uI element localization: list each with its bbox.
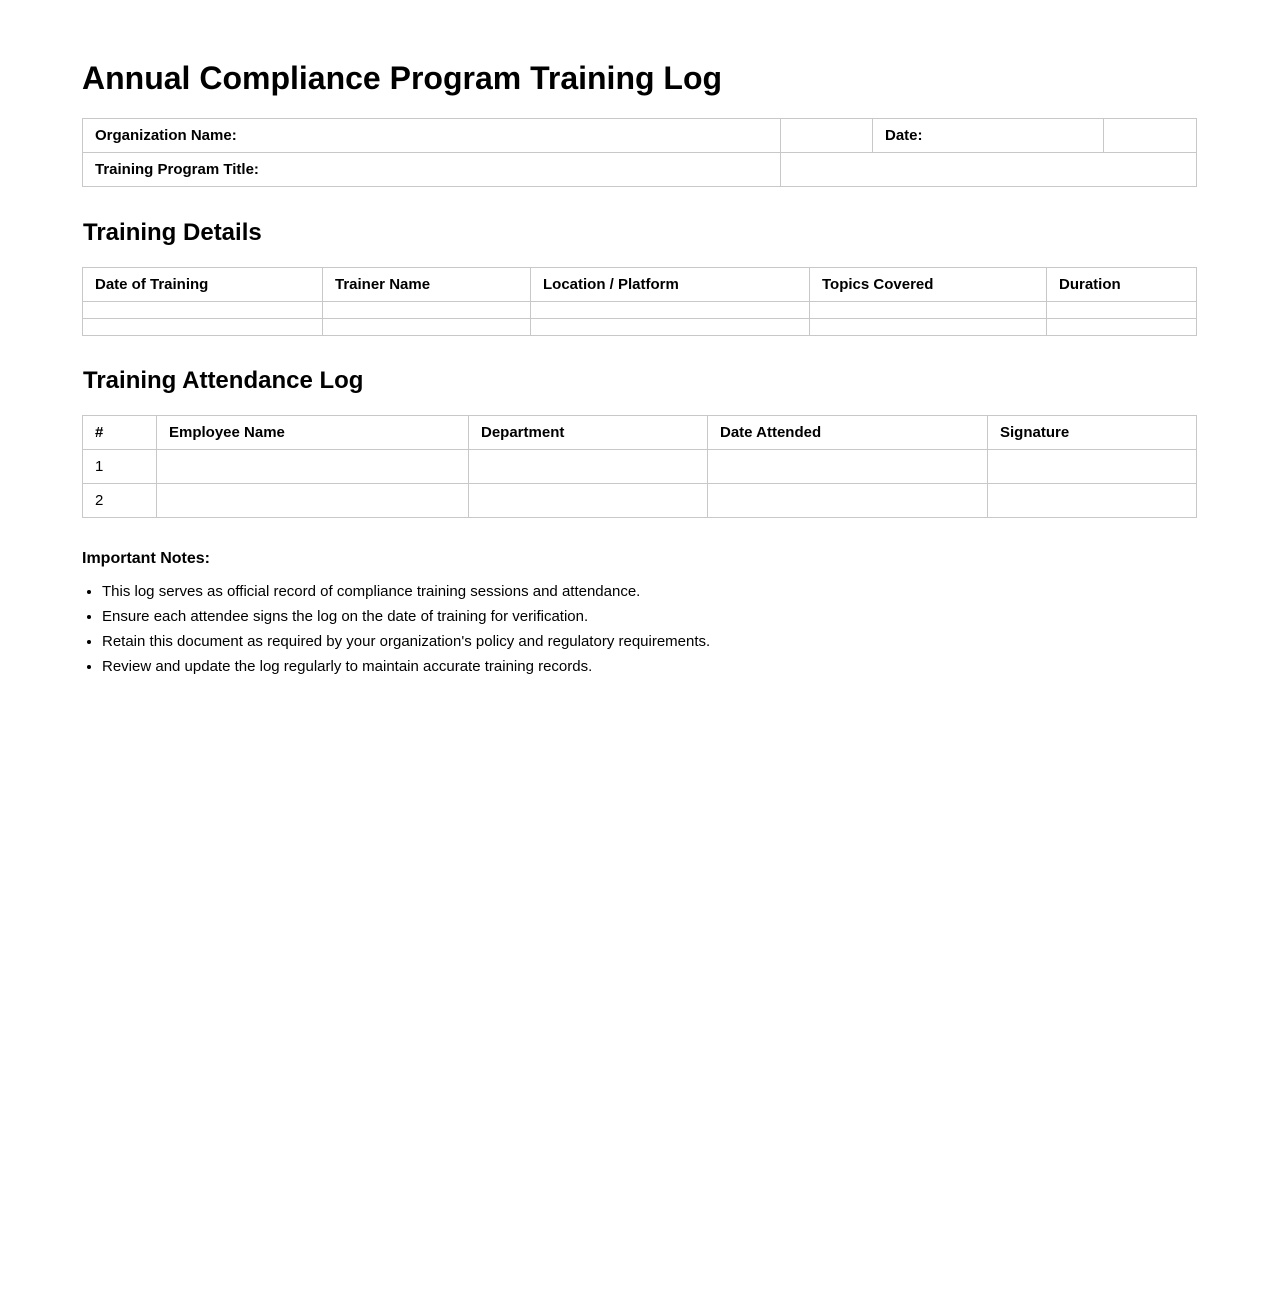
department-cell[interactable] [469, 450, 708, 484]
training-details-table [82, 267, 1197, 336]
list-item: • This log serves as official record of compliance training sessions and attendance. [102, 579, 1196, 604]
training-details-header-row [83, 268, 1197, 302]
column-header-topics-covered: Topics Covered [810, 268, 1047, 302]
table-row [83, 450, 1197, 484]
date-label: Date: [873, 119, 1104, 153]
document-page [82, 0, 1196, 679]
organization-label: Organization Name: [83, 119, 781, 153]
info-row-organization [83, 119, 1197, 153]
employee-name-cell[interactable] [157, 484, 469, 518]
column-header-department: Department [469, 416, 708, 450]
program-title-label: Training Program Title: [83, 153, 781, 187]
date-attended-cell[interactable] [708, 450, 988, 484]
organization-field[interactable] [781, 119, 873, 153]
notes-title: Important Notes: [82, 550, 210, 567]
table-cell[interactable] [323, 319, 531, 336]
notes-list [82, 579, 1196, 679]
signature-cell[interactable] [988, 450, 1197, 484]
row-number: 2 [83, 484, 157, 518]
column-header-date-of-training: Date of Training [83, 268, 323, 302]
employee-name-cell[interactable] [157, 450, 469, 484]
column-header-number: # [83, 416, 157, 450]
date-attended-cell[interactable] [708, 484, 988, 518]
column-header-date-attended: Date Attended [708, 416, 988, 450]
table-row [83, 302, 1197, 319]
document-title: Annual Compliance Program Training Log [82, 60, 723, 96]
attendance-header-row [83, 416, 1197, 450]
table-cell[interactable] [323, 302, 531, 319]
table-cell[interactable] [1047, 302, 1197, 319]
info-table [82, 118, 1197, 187]
column-header-employee-name: Employee Name [157, 416, 469, 450]
table-cell[interactable] [810, 302, 1047, 319]
list-item: • Retain this document as required by your organization's policy and regulatory requirements. [102, 629, 1196, 654]
table-cell[interactable] [531, 302, 810, 319]
column-header-duration: Duration [1047, 268, 1197, 302]
column-header-trainer-name: Trainer Name [323, 268, 531, 302]
attendance-log-table [82, 415, 1197, 518]
table-cell[interactable] [83, 302, 323, 319]
table-cell[interactable] [83, 319, 323, 336]
row-number: 1 [83, 450, 157, 484]
list-item: • Review and update the log regularly to maintain accurate training records. [102, 654, 1196, 679]
table-cell[interactable] [1047, 319, 1197, 336]
signature-cell[interactable] [988, 484, 1197, 518]
column-header-signature: Signature [988, 416, 1197, 450]
table-row [83, 319, 1197, 336]
column-header-location-platform: Location / Platform [531, 268, 810, 302]
department-cell[interactable] [469, 484, 708, 518]
info-row-program-title [83, 153, 1197, 187]
table-row [83, 484, 1197, 518]
attendance-log-heading: Training Attendance Log [83, 367, 364, 394]
table-cell[interactable] [810, 319, 1047, 336]
program-title-field[interactable] [781, 153, 1197, 187]
table-cell[interactable] [531, 319, 810, 336]
date-field[interactable] [1104, 119, 1197, 153]
list-item: • Ensure each attendee signs the log on the date of training for verification. [102, 604, 1196, 629]
training-details-heading: Training Details [83, 219, 262, 246]
